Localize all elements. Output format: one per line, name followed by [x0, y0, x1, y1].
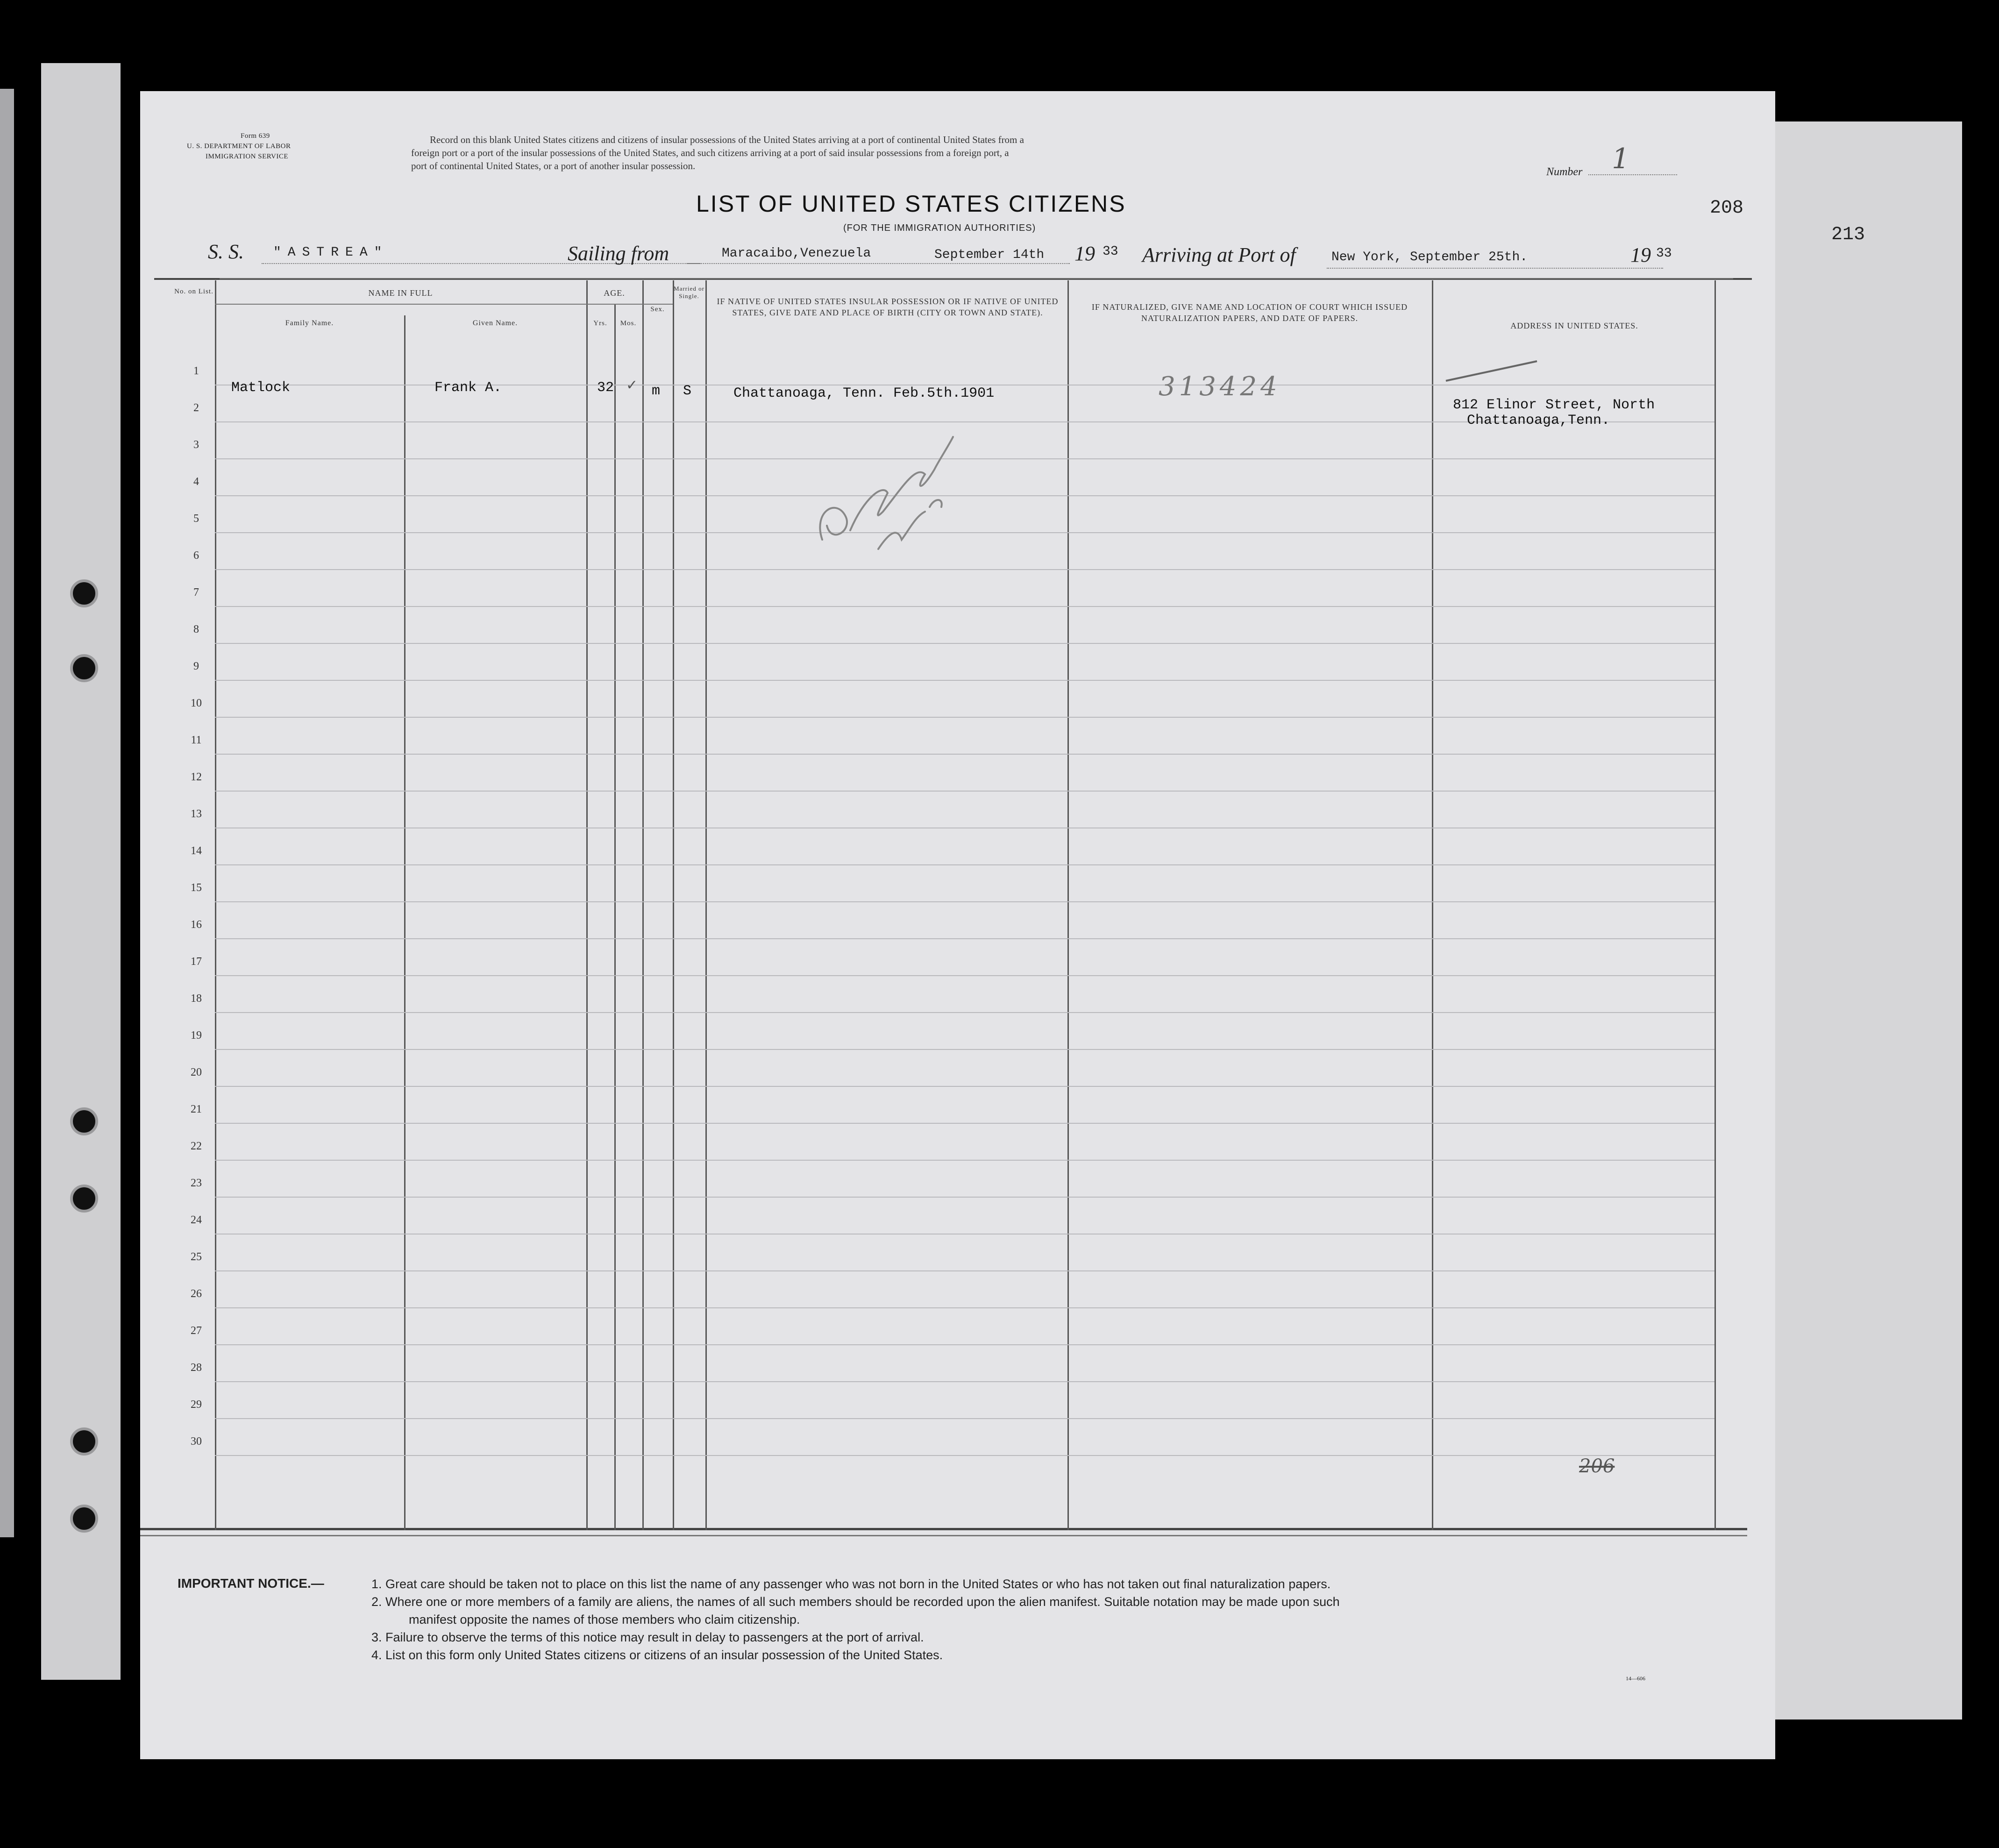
entry-given-name: Frank A. [434, 380, 502, 396]
number-line [1588, 161, 1677, 175]
departure-year-prefix: 19 [1074, 242, 1095, 265]
adjacent-page-right [1775, 121, 1962, 1720]
column-divider [586, 280, 588, 1530]
departure-port-line [687, 263, 1070, 264]
header-native-birth: IF NATIVE OF UNITED STATES INSULAR POSSESSION OR IF NATIVE OF UNITED STATES, GIVE DATE AND PLACE OF BIRTH (CITY OR TOWN AND STATE). [717, 297, 1059, 317]
row-number: 5 [193, 513, 199, 525]
row-rule [215, 1123, 1714, 1124]
row-rule [215, 458, 1714, 459]
row-number: 28 [191, 1362, 202, 1374]
row-rule [215, 1344, 1714, 1345]
column-divider [614, 304, 616, 1530]
header-given-name: Given Name. [472, 319, 518, 327]
form-service: IMMIGRATION SERVICE [206, 153, 289, 160]
row-number: 10 [191, 697, 202, 709]
entry-birth-place-date: Chattanoaga, Tenn. Feb.5th.1901 [733, 385, 995, 401]
row-number: 18 [191, 992, 202, 1005]
stamp-number: 206 [1579, 1456, 1615, 1477]
departure-year: 33 [1103, 244, 1118, 259]
column-divider [1432, 280, 1433, 1530]
row-rule [215, 606, 1714, 607]
header-no-on-list: No. on List. [174, 288, 213, 295]
adjacent-page-edge [0, 89, 14, 1537]
row-number: 13 [191, 808, 202, 820]
row-number: 1 [193, 365, 199, 377]
entry-address-line-1: 812 Elinor Street, North [1453, 397, 1655, 413]
form-number: Form 639 [241, 132, 270, 140]
binder-hole [70, 579, 98, 607]
binder-hole [70, 1107, 98, 1135]
side-page-number: 213 [1831, 224, 1865, 245]
row-rule [215, 569, 1714, 570]
row-rule [215, 495, 1714, 496]
entry-naturalized-number: 313424 [1159, 371, 1281, 402]
header-name-in-full: NAME IN FULL [368, 288, 433, 298]
inspector-signature [808, 418, 958, 554]
entry-sex: m [652, 383, 661, 399]
row-number: 26 [191, 1288, 202, 1300]
entry-family-name: Matlock [231, 380, 291, 396]
sailing-from-label: Sailing from [568, 242, 669, 265]
instruction-line-1: Record on this blank United States citizens and citizens of insular possessions of the United States arriving at a port of continental United States from a [430, 134, 1024, 145]
row-number: 6 [193, 549, 199, 562]
column-divider [404, 315, 405, 1530]
row-number: 12 [191, 771, 202, 783]
row-rule [215, 1160, 1714, 1161]
entry-age-years: 32 [597, 380, 614, 396]
row-number: 29 [191, 1398, 202, 1411]
column-divider [642, 280, 644, 1530]
header-sex: Sex. [650, 306, 665, 313]
row-rule [215, 1012, 1714, 1013]
ss-label: S. S. [208, 240, 244, 263]
binder-hole [70, 654, 98, 682]
header-address: ADDRESS IN UNITED STATES. [1510, 321, 1638, 330]
page-number: 208 [1710, 198, 1744, 219]
row-rule [215, 1049, 1714, 1050]
table-bottom-rule-2 [140, 1535, 1747, 1536]
row-rule [215, 1307, 1714, 1308]
notice-item-2-cont: manifest opposite the names of those members who claim citizenship. [409, 1613, 800, 1627]
row-number: 4 [193, 476, 199, 488]
row-number: 17 [191, 956, 202, 968]
header-bottom-rule [220, 278, 1733, 279]
row-rule [215, 1197, 1714, 1198]
row-number: 2 [193, 402, 199, 414]
row-number: 24 [191, 1214, 202, 1226]
column-divider [705, 280, 707, 1530]
row-rule [215, 754, 1714, 755]
column-divider [1714, 280, 1716, 1530]
form-code: 14—606 [1626, 1675, 1645, 1682]
notice-item-2: 2. Where one or more members of a family are aliens, the names of all such members should be recorded upon the alien manifest. Suitable notation may be made upon such [371, 1595, 1340, 1609]
notice-item-3: 3. Failure to observe the terms of this notice may result in delay to passengers at the port of arrival. [371, 1630, 924, 1644]
row-number: 27 [191, 1325, 202, 1337]
row-number: 14 [191, 845, 202, 857]
column-divider [215, 280, 216, 1530]
header-naturalized: IF NATURALIZED, GIVE NAME AND LOCATION OF COURT WHICH ISSUED NATURALIZATION PAPERS, AND DATE OF PAPERS. [1091, 302, 1408, 323]
arrival-line [1327, 268, 1663, 269]
notice-item-1: 1. Great care should be taken not to place on this list the name of any passenger who was not born in the United States or who has not taken out final naturalization papers. [371, 1577, 1331, 1591]
row-rule [215, 717, 1714, 718]
row-number: 20 [191, 1066, 202, 1078]
binder-hole [70, 1427, 98, 1456]
row-rule [215, 643, 1714, 644]
arriving-at-port-label: Arriving at Port of [1142, 243, 1296, 266]
row-number: 22 [191, 1140, 202, 1152]
binder-hole [70, 1505, 98, 1533]
arrival-year-prefix: 19 [1630, 243, 1651, 266]
row-number: 9 [193, 660, 199, 672]
departure-port: Maracaibo,Venezuela [722, 246, 871, 261]
ship-name: "ASTREA" [273, 245, 389, 260]
row-rule [215, 938, 1714, 939]
header-married-single: Married or Single. [674, 285, 704, 300]
binder-hole [70, 1184, 98, 1213]
row-rule [215, 680, 1714, 681]
table-bottom-rule [140, 1528, 1747, 1530]
row-number: 15 [191, 882, 202, 894]
entry-age-months: ✓ [626, 377, 638, 393]
document-subtitle: (FOR THE IMMIGRATION AUTHORITIES) [843, 223, 1036, 233]
row-rule [215, 901, 1714, 902]
row-rule [215, 1455, 1714, 1456]
address-tick-mark [1444, 357, 1542, 385]
row-number: 30 [191, 1435, 202, 1448]
row-rule [215, 1381, 1714, 1382]
header-age: AGE. [604, 288, 625, 298]
row-number: 25 [191, 1251, 202, 1263]
departure-date: September 14th [934, 248, 1045, 262]
number-value: 1 [1612, 143, 1630, 175]
row-rule [215, 864, 1714, 865]
arrival-port-date: New York, September 25th. [1331, 250, 1528, 264]
row-rule [215, 1086, 1714, 1087]
column-divider [673, 280, 674, 1530]
row-number: 8 [193, 623, 199, 635]
document-title: LIST OF UNITED STATES CITIZENS [696, 191, 1126, 217]
row-rule [215, 1418, 1714, 1419]
instruction-line-3: port of continental United States, or a port of another insular possession. [411, 160, 696, 171]
notice-label: IMPORTANT NOTICE.— [178, 1576, 324, 1591]
row-number: 23 [191, 1177, 202, 1189]
arrival-year: 33 [1656, 246, 1672, 261]
row-number: 21 [191, 1103, 202, 1115]
row-number: 3 [193, 439, 199, 451]
row-number: 7 [193, 586, 199, 599]
entry-married-single: S [683, 383, 692, 399]
header-subrule [215, 304, 673, 305]
row-rule [215, 975, 1714, 976]
header-family-name: Family Name. [285, 319, 334, 327]
instruction-line-2: foreign port or a port of the insular possessions of the United States, and such citizens arriving at a port of said insular possessions from a foreign port, a [411, 147, 1009, 158]
row-rule [215, 532, 1714, 533]
row-number: 16 [191, 919, 202, 931]
row-rule [215, 1270, 1714, 1271]
row-rule [215, 791, 1714, 792]
form-department: U. S. DEPARTMENT OF LABOR [187, 143, 291, 150]
header-age-mos: Mos. [620, 320, 637, 327]
entry-address-line-2: Chattanoaga,Tenn. [1467, 413, 1610, 428]
manifest-page [140, 91, 1775, 1759]
row-number: 19 [191, 1029, 202, 1042]
header-age-yrs: Yrs. [593, 320, 607, 327]
row-number: 11 [191, 734, 202, 746]
notice-item-4: 4. List on this form only United States citizens or citizens of an insular possession of the United States. [371, 1648, 943, 1662]
number-label: Number [1546, 166, 1583, 178]
column-divider [1067, 280, 1069, 1530]
